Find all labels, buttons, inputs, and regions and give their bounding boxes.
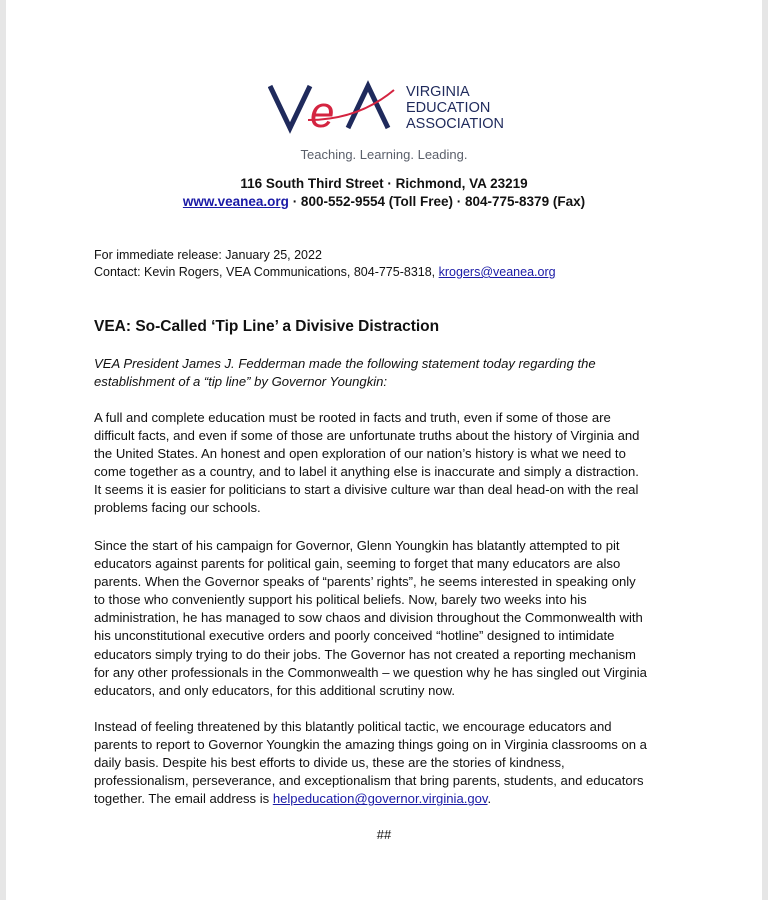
paragraph-1: [94, 409, 639, 518]
line: Since the start of his campaign for Governor, Glenn Youngkin has blatantly attempted to pit: [94, 538, 620, 553]
line: parents. When the Governor speaks of “parents’ rights”, he seems interested in speaking only: [94, 574, 636, 590]
text: together. The email address is: [94, 791, 273, 807]
contact-text: Contact: Kevin Rogers, VEA Communications, 804-775-8318,: [94, 265, 439, 279]
line: daily basis. Despite his best efforts to divide us, these are the stories of kindness,: [94, 755, 565, 771]
line: [94, 790, 647, 808]
svg-text:e: e: [310, 88, 335, 134]
line: professionalism, perseverance, and exceptionalism that bring parents, students, and educators: [94, 773, 644, 789]
line: the United States. An honest and open exploration of our nation’s history is what we need to: [94, 446, 626, 462]
website-link[interactable]: www.veanea.org: [182, 194, 289, 209]
line: difficult facts, and even if some of those are unfortunate truths about the history of Virginia and: [94, 428, 640, 444]
line: come together as a country, and to label it anything else is inaccurate and simply a distraction.: [94, 464, 639, 480]
line: his unconstitutional executive orders and poorly conceived “hotline” designed to intimidate: [94, 628, 615, 644]
intro-paragraph: [94, 355, 596, 391]
text: .: [487, 791, 492, 807]
contact-info: [94, 265, 556, 279]
contact-email-link[interactable]: krogers@veanea.org: [438, 265, 556, 279]
address: 116 South Third Street · Richmond, VA 23219: [240, 176, 528, 191]
line: educators against parents for political gain, seeming to forget that many educators are also: [94, 556, 621, 572]
release-date: For immediate release: January 25, 2022: [94, 248, 322, 262]
line: educators, and only educators, for this additional scrutiny now.: [94, 682, 456, 698]
press-release-title: VEA: So-Called ‘Tip Line’ a Divisive Distraction: [94, 318, 440, 335]
end-mark: ##: [376, 827, 392, 842]
paragraph-2: [94, 537, 647, 700]
tagline: Teaching. Learning. Leading.: [300, 147, 468, 162]
help-email-link[interactable]: helpeducation@governor.virginia.gov: [272, 791, 488, 807]
line: It seems it is easier for politicians to start a divisive culture war than deal head-on with the real: [94, 482, 639, 498]
line: problems facing our schools.: [94, 500, 261, 516]
line: for any other professionals in the Commonwealth – we question why he has singled out Virginia: [94, 664, 647, 680]
svg-text:VIRGINIA: VIRGINIA: [406, 84, 470, 100]
line: establishment of a “tip line” by Governor Youngkin:: [94, 374, 388, 390]
line: Instead of feeling threatened by this blatantly political tactic, we encourage educators and: [94, 719, 612, 734]
line: educators simply trying to do their jobs. The Governor has not created a reporting mechanism: [94, 646, 636, 662]
line: administration, he has managed to sow chaos and division throughout the Commonwealth with: [94, 610, 643, 626]
phone-numbers: · 800-552-9554 (Toll Free) · 804-775-8379 (Fax): [288, 194, 586, 209]
line: A full and complete education must be rooted in facts and truth, even if some of those are: [94, 410, 611, 425]
line: parents to report to Governor Youngkin the amazing things going on in Virginia classrooms on a: [94, 737, 647, 753]
svg-text:ASSOCIATION: ASSOCIATION: [406, 116, 505, 132]
paragraph-3: [94, 718, 647, 808]
svg-text:EDUCATION: EDUCATION: [406, 100, 491, 116]
line: to those who conveniently support his political beliefs. Now, barely two weeks into his: [94, 592, 587, 608]
contact-line: [0, 194, 768, 209]
line: VEA President James J. Fedderman made the following statement today regarding the: [94, 356, 596, 371]
vea-logo: [268, 80, 528, 134]
